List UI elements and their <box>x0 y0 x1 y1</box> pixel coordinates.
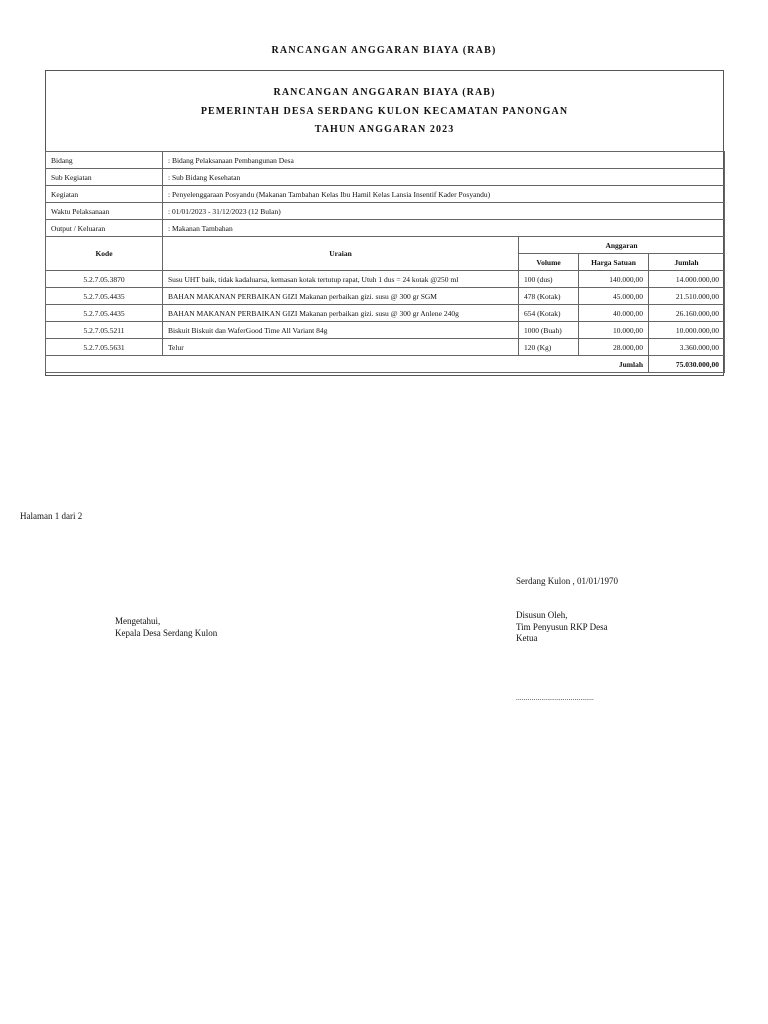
row-uraian: Biskuit Biskuit dan WaferGood Time All Variant 84g <box>163 322 519 339</box>
row-harga: 28.000,00 <box>579 339 649 356</box>
signature-left-line2: Kepala Desa Serdang Kulon <box>115 627 218 638</box>
table-header-row <box>46 237 725 254</box>
info-label: Waktu Pelaksanaan <box>46 203 163 220</box>
signature-right-line3: Ketua <box>516 633 538 643</box>
table-row <box>46 271 725 288</box>
signature-dotted-line: ........................................ <box>516 694 594 702</box>
row-volume: 100 (dus) <box>519 271 579 288</box>
box-title-tahun: TAHUN ANGGARAN 2023 <box>314 124 455 135</box>
info-value: : Penyelenggaraan Posyandu (Makanan Tambahan Kelas Ibu Hamil Kelas Lansia Insentif Kader Posyandu) <box>163 186 725 203</box>
row-volume: 1000 (Buah) <box>519 322 579 339</box>
table-row <box>46 339 725 356</box>
row-kode: 5.2.7.05.3870 <box>46 271 163 288</box>
info-value: : 01/01/2023 - 31/12/2023 (12 Bulan) <box>163 203 725 220</box>
info-label: Output / Keluaran <box>46 220 163 237</box>
row-uraian: BAHAN MAKANAN PERBAIKAN GIZI Makanan perbaikan gizi. susu @ 300 gr SGM <box>163 288 519 305</box>
table-row <box>46 288 725 305</box>
row-kode: 5.2.7.05.5211 <box>46 322 163 339</box>
row-harga: 140.000,00 <box>579 271 649 288</box>
row-harga: 40.000,00 <box>579 305 649 322</box>
info-label: Sub Kegiatan <box>46 169 163 186</box>
box-title-rab: RANCANGAN ANGGARAN BIAYA (RAB) <box>273 87 496 98</box>
row-jumlah: 21.510.000,00 <box>649 288 725 305</box>
row-volume: 120 (Kg) <box>519 339 579 356</box>
info-row-sub-kegiatan <box>46 169 725 186</box>
row-kode: 5.2.7.05.4435 <box>46 288 163 305</box>
row-harga: 10.000,00 <box>579 322 649 339</box>
row-jumlah: 3.360.000,00 <box>649 339 725 356</box>
signature-left-line1: Mengetahui, <box>115 616 161 626</box>
table-row <box>46 305 725 322</box>
header-uraian: Uraian <box>163 237 519 271</box>
rab-table <box>45 151 725 373</box>
row-uraian: Susu UHT baik, tidak kadaluarsa, kemasan kotak tertutup rapat, Utuh 1 dus = 24 kotak @250 ml <box>163 271 519 288</box>
info-value: : Bidang Pelaksanaan Pembangunan Desa <box>163 152 725 169</box>
info-row-waktu <box>46 203 725 220</box>
total-row <box>46 356 725 373</box>
row-jumlah: 26.160.000,00 <box>649 305 725 322</box>
page-number: Halaman 1 dari 2 <box>20 511 83 521</box>
info-row-output <box>46 220 725 237</box>
info-value: : Sub Bidang Kesehatan <box>163 169 725 186</box>
total-label: Jumlah <box>46 356 649 373</box>
row-uraian: BAHAN MAKANAN PERBAIKAN GIZI Makanan perbaikan gizi. susu @ 300 gr Anlene 240g <box>163 305 519 322</box>
header-jumlah: Jumlah <box>649 254 725 271</box>
info-label: Kegiatan <box>46 186 163 203</box>
row-kode: 5.2.7.05.4435 <box>46 305 163 322</box>
signature-right-block <box>516 610 608 645</box>
row-jumlah: 14.000.000,00 <box>649 271 725 288</box>
total-value: 75.030.000,00 <box>649 356 725 373</box>
header-anggaran: Anggaran <box>519 237 725 254</box>
info-label: Bidang <box>46 152 163 169</box>
signature-left-block <box>115 616 217 639</box>
row-kode: 5.2.7.05.5631 <box>46 339 163 356</box>
header-harga-satuan: Harga Satuan <box>579 254 649 271</box>
header-kode: Kode <box>46 237 163 271</box>
row-jumlah: 10.000.000,00 <box>649 322 725 339</box>
page-heading: RANCANGAN ANGGARAN BIAYA (RAB) <box>271 45 497 56</box>
row-harga: 45.000,00 <box>579 288 649 305</box>
header-volume: Volume <box>519 254 579 271</box>
signature-right-line1: Disusun Oleh, <box>516 610 568 620</box>
table-row <box>46 322 725 339</box>
row-volume: 654 (Kotak) <box>519 305 579 322</box>
row-volume: 478 (Kotak) <box>519 288 579 305</box>
info-row-kegiatan <box>46 186 725 203</box>
info-row-bidang <box>46 152 725 169</box>
signature-place-date: Serdang Kulon , 01/01/1970 <box>516 576 618 586</box>
signature-right-line2: Tim Penyusun RKP Desa <box>516 621 608 632</box>
row-uraian: Telur <box>163 339 519 356</box>
box-title-pemerintah: PEMERINTAH DESA SERDANG KULON KECAMATAN PANONGAN <box>200 106 569 117</box>
info-value: : Makanan Tambahan <box>163 220 725 237</box>
